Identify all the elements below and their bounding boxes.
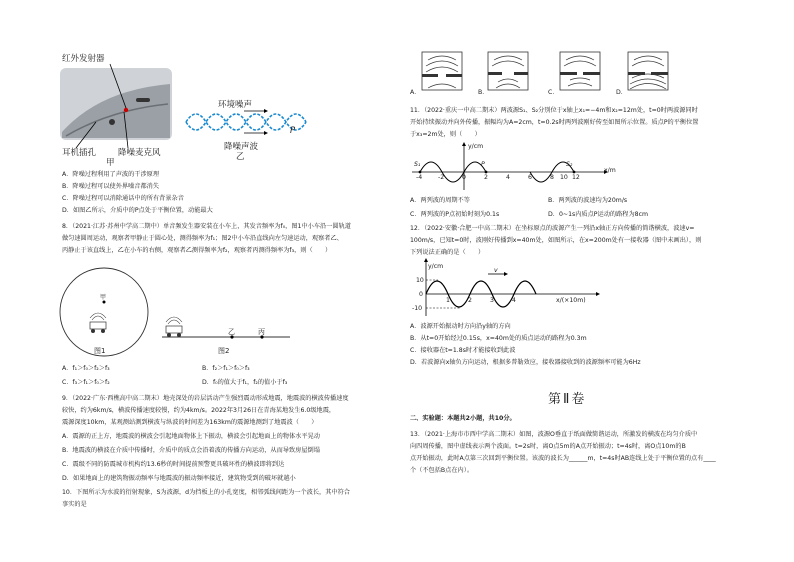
q11-tick-8: 8 xyxy=(550,174,554,181)
point-p-label: P xyxy=(290,126,296,136)
doppler-fig1 xyxy=(60,268,148,356)
q12-tick-y0: 0 xyxy=(419,291,423,298)
q11-axis-y: y/cm xyxy=(468,143,484,150)
q12-tick-y10: 10 xyxy=(416,277,424,284)
fig1-caption: 图1 xyxy=(94,347,106,355)
q9-option-a: A．震源的正上方，地震波的横波会引起地面物体上下振动，横波会引起地面上的物体水平晃动 xyxy=(62,433,320,440)
fig1-jia-label: 甲 xyxy=(100,294,107,301)
diffraction-a xyxy=(422,52,462,90)
q12-tick-x2: 2 xyxy=(468,297,472,304)
q11-tick-12: 12 xyxy=(572,174,580,181)
q9-line1: 9．（2022·广东·西樵高中高二期末）地壳深处的岩层活动产生强烈震动形成地震，地震波的横波传播速度 xyxy=(62,395,349,402)
diffraction-label-b: B． xyxy=(478,89,489,96)
q11-option-c: C．两列波的P点初始时刻为0.1s xyxy=(410,211,500,218)
q11-tick-0: 0 xyxy=(462,174,466,181)
q12-tick-ym10: -10 xyxy=(412,305,423,312)
q11-tick-4: 4 xyxy=(506,174,510,181)
section-2-heading: 二、实验题：本题共2小题，共10分。 xyxy=(410,415,516,422)
doppler-fig2 xyxy=(162,317,290,339)
diffraction-label-a: A． xyxy=(410,89,421,96)
phone-photo xyxy=(60,64,172,148)
fig-jia-caption: 甲 xyxy=(106,158,115,168)
q9-option-d: D．如果地面上的建筑物振动频率与地震波的振动频率接近，建筑物受到的破坏就越小 xyxy=(62,475,296,482)
q11-option-b: B．两列波的波速均为20m/s xyxy=(548,197,628,204)
q8-option-b: B．f₂＞f₁＞f₀＞f₃ xyxy=(202,365,250,372)
q12-tick-x3: 3 xyxy=(490,297,494,304)
q7-option-b: B．降噪过程可以使外界噪音都消失 xyxy=(62,183,160,190)
noise-wave-diagram xyxy=(186,109,306,135)
jack-label: 耳机插孔 xyxy=(62,148,97,158)
q11-s2-label: S₂ xyxy=(566,161,573,168)
q12-tick-x1: 1 xyxy=(446,297,450,304)
diffraction-c xyxy=(560,52,600,90)
diffraction-label-c: C． xyxy=(548,89,559,96)
q11-tick-2: 2 xyxy=(484,174,488,181)
fig-yi-caption: 乙 xyxy=(236,152,245,162)
q11-axis-x: x/m xyxy=(604,167,616,174)
q8-line1: 8．（2021·江苏·苏州中学高二期中）单音频发生器安装在小车上，其发音频率为f₀，图1中小车沿一圆轨道 xyxy=(62,223,351,230)
diffraction-figures xyxy=(422,52,668,90)
q8-option-d: D．f₀的值大于f₁，f₂的值小于f₃ xyxy=(202,379,288,386)
ir-emitter-label: 红外发射器 xyxy=(62,54,105,64)
q12-tick-x4: 4 xyxy=(512,297,516,304)
q11-tick-m2: -2 xyxy=(438,174,445,181)
q11-line3: 于x₃=2m处，则（ ） xyxy=(410,131,481,138)
q7-option-d: D．如图乙所示，介质中的P点处于平衡位置，动能最大 xyxy=(62,207,213,214)
q13-line3: 点开始振动，此时A点第三次回到平衡位置。该波的波长为______m，t=4s时AB连线上处于平衡位置的点有____ xyxy=(410,455,716,462)
q9-line3: 震源深度10km，某观测站测到横波与纵波的时间差为163km的震源地测到了地震波（ ） xyxy=(62,419,318,426)
q10-line1: 10．下图所示为水波的衍射现象，S为波源，d为挡板上的小孔宽度，相邻弧线间距为一个波长，其中符合 xyxy=(62,489,350,496)
q11-line2: 开始持续振动并向外传播，振幅均为A=2cm，t=0.2s时两列波刚好传至如图所示位置。质点P的平衡位置 xyxy=(410,119,699,126)
q12-option-b: B．从t=0开始经过0.15s，x=40m处的质点运动的路程为0.3m xyxy=(410,335,587,342)
q8-option-a: A．f₁＞f₀＞f₂＞f₃ xyxy=(62,365,110,372)
diffraction-d xyxy=(628,52,668,90)
q12-v-label: v xyxy=(494,267,498,274)
q12-axis-y: y/cm xyxy=(428,263,444,270)
q12-axis-x: x/(×10m) xyxy=(556,297,586,304)
q13-line2: 向四周传播，图中虚线表示两个波面。t=2s时，离O点5m的A点开始振动；t=4s时，离O点10m的B xyxy=(410,443,686,450)
q11-option-d: D．0~1s内质点P运动的路程为8cm xyxy=(548,211,649,218)
q11-wave-graph xyxy=(412,142,608,190)
q11-line1: 11．（2022·重庆一中高二期末）两波源S₁、S₂分别位于x轴上x₁=−4m和x₂=12m处，t=0时两波源同时 xyxy=(410,107,698,114)
diffraction-b xyxy=(488,52,528,90)
q12-line2: 100m/s，已知t=0时，波刚好传播到x=40m处，如图所示，在x=200m处有一接收器（图中未画出），则 xyxy=(410,237,702,244)
q11-option-a: A．两列波的周期不等 xyxy=(410,197,470,204)
fig2-yi-label: 乙 xyxy=(228,328,235,336)
q11-p-label: P xyxy=(481,161,485,168)
q12-line1: 12．（2022·安徽·合肥一中高二期末）在坐标原点的波源产生一列沿x轴正方向传播的简谐横波，波速v= xyxy=(410,225,695,232)
q12-wave-graph xyxy=(424,258,600,316)
mic-label: 降噪麦克风 xyxy=(118,148,161,158)
q10-line2: 事实的是 xyxy=(62,501,87,508)
q7-option-c: C．降噪过程可以消除通话中的所有背景杂音 xyxy=(62,195,184,202)
q11-s1-label: S₁ xyxy=(414,161,421,168)
q12-option-d: D．若波源向x轴负方向运动，根据多普勒效应，接收器接收到的波源频率可能为6Hz xyxy=(410,359,641,366)
q9-option-c: C．震级不同的防震城市机构约13.6秒的时间提前预警更具破坏性的横波即将到达 xyxy=(62,461,285,468)
q8-option-c: C．f₃＞f₁＞f₀＞f₂ xyxy=(62,379,110,386)
q11-tick-10: 10 xyxy=(560,174,568,181)
q9-line2: 较快，约为6km/s，横波传播速度较慢，约为4km/s。2022年3月26日在青海某地发生6.0级地震， xyxy=(62,407,336,414)
q12-option-c: C．接收器在t=1.8s时才能接收到此波 xyxy=(410,347,516,354)
section-2-title: 第Ⅱ卷 xyxy=(548,392,587,407)
q12-option-a: A．波源开始振动时方向沿y轴的方向 xyxy=(410,323,511,330)
q9-option-b: B．地震波的横波在介质中传播时，介质中的质点会沿着波的传播方向运动，从而导致房屋倒塌 xyxy=(62,447,320,454)
q7-option-a: A．降噪过程利用了声波的干涉原理 xyxy=(62,171,160,178)
q8-line3: 丙静止于该直线上，乙在小车的右侧，观察者乙测得频率为f₂，观察者丙测得频率为f₃，则（ ） xyxy=(62,247,332,254)
diffraction-label-d: D． xyxy=(616,89,627,96)
q13-line4: 个（不包括B点在内）。 xyxy=(410,467,474,474)
fig2-bing-label: 丙 xyxy=(258,328,265,336)
anti-noise-label: 降噪声波 xyxy=(224,142,259,152)
q13-line1: 13．（2021·上海市市西中学高二期末）如图，波源O垂直于纸面做简谐运动，所激发的横波在均匀介质中 xyxy=(410,431,698,438)
q11-tick-6: 6 xyxy=(528,174,532,181)
q11-tick-m4: -4 xyxy=(416,174,423,181)
fig2-caption: 图2 xyxy=(218,347,230,355)
env-noise-label: 环境噪声 xyxy=(218,100,253,110)
q8-line2: 做匀速圆周运动，观察者甲静止于圆心处，测得频率为f₁；图2中小车沿直线向左匀速运动，观察者乙、 xyxy=(62,235,343,242)
q12-line3: 下列说法正确的是（ ） xyxy=(410,249,485,256)
